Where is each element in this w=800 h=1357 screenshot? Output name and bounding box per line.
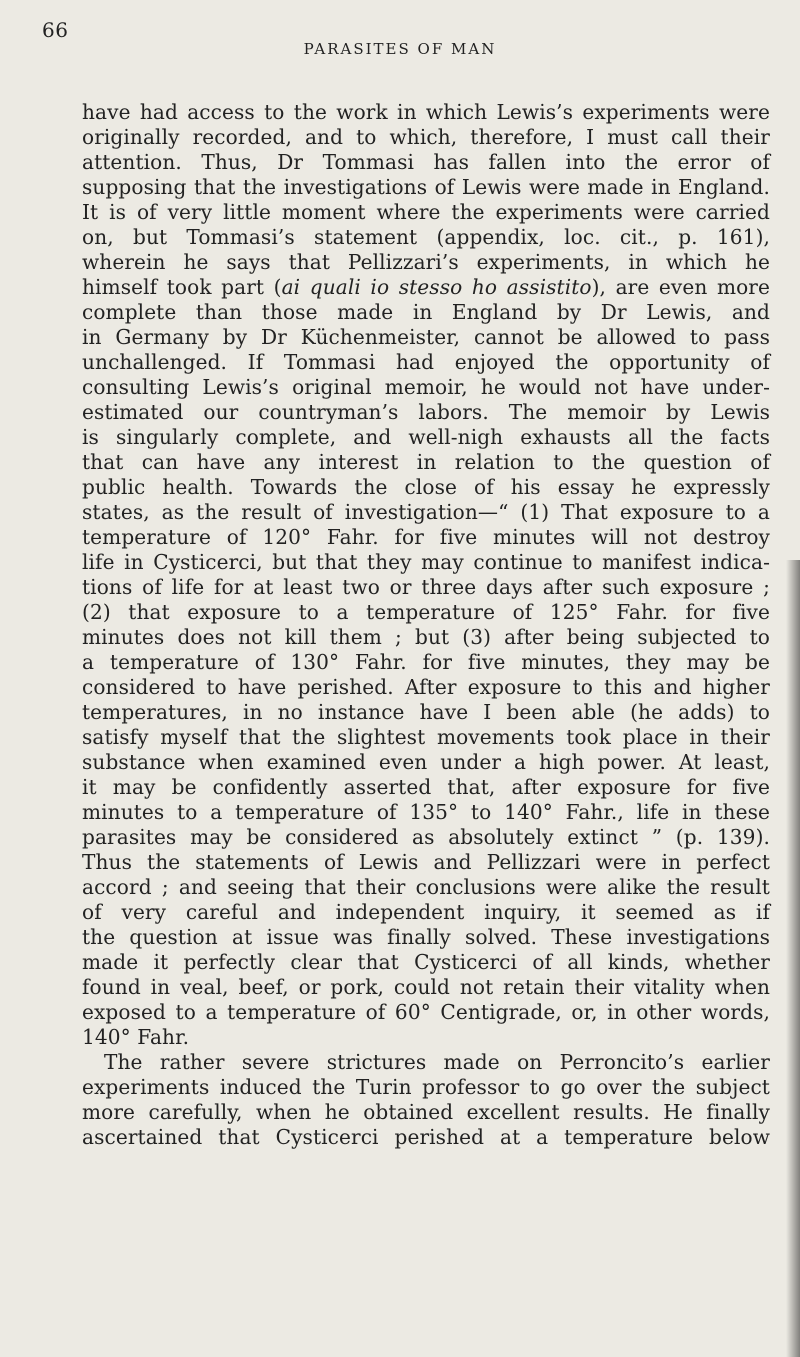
page-number: 66: [42, 18, 69, 42]
text-line: experiments induced the Turin professor to go over the subject: [82, 1075, 770, 1099]
text-line: Thus the statements of Lewis and Pellizzari were in perfect: [82, 850, 770, 874]
text-line: is singularly complete, and well-nigh exhausts all the facts: [82, 425, 770, 449]
text-line: It is of very little moment where the experiments were carried: [82, 200, 770, 224]
body-text: [82, 100, 770, 1150]
text-line: found in veal, beef, or pork, could not retain their vitality when: [82, 975, 770, 999]
text-line: ascertained that Cysticerci perished at a temperature below: [82, 1125, 770, 1149]
text-line: more carefully, when he obtained excellent results. He finally: [82, 1100, 770, 1124]
text-line: temperature of 120° Fahr. for five minutes will not destroy: [82, 525, 770, 549]
text-line: The rather severe strictures made on Perroncito’s earlier: [104, 1050, 770, 1074]
text-line: satisfy myself that the slightest movements took place in their: [82, 725, 770, 749]
text-line: considered to have perished. After exposure to this and higher: [82, 675, 770, 699]
text-line: that can have any interest in relation to the question of: [82, 450, 770, 474]
text-line: it may be confidently asserted that, after exposure for five: [82, 775, 770, 799]
text-line: estimated our countryman’s labors. The memoir by Lewis: [82, 400, 770, 424]
text-line: unchallenged. If Tommasi had enjoyed the opportunity of: [82, 350, 770, 374]
text-line: on, but Tommasi’s statement (appendix, loc. cit., p. 161),: [82, 225, 770, 249]
text-line: tions of life for at least two or three days after such exposure ;: [82, 575, 770, 599]
page-edge-shadow: [786, 560, 800, 1357]
text-line: himself took part (ai quali io stesso ho assistito), are even more: [82, 275, 770, 299]
text-line: complete than those made in England by Dr Lewis, and: [82, 300, 770, 324]
text-line: have had access to the work in which Lewis’s experiments were: [82, 100, 770, 124]
text-line: (2) that exposure to a temperature of 125° Fahr. for five: [82, 600, 770, 624]
text-line: 140° Fahr.: [82, 1025, 190, 1049]
text-line: originally recorded, and to which, therefore, I must call their: [82, 125, 770, 149]
text-line: public health. Towards the close of his essay he expressly: [82, 475, 770, 499]
text-line: states, as the result of investigation—“ (1) That exposure to a: [82, 500, 770, 524]
text-line: supposing that the investigations of Lewis were made in England.: [82, 175, 770, 199]
text-line: of very careful and independent inquiry, it seemed as if: [82, 900, 770, 924]
text-line: a temperature of 130° Fahr. for five minutes, they may be: [82, 650, 770, 674]
text-line: temperatures, in no instance have I been able (he adds) to: [82, 700, 770, 724]
text-line: in Germany by Dr Küchenmeister, cannot be allowed to pass: [82, 325, 770, 349]
text-line: accord ; and seeing that their conclusions were alike the result: [82, 875, 770, 899]
text-line: attention. Thus, Dr Tommasi has fallen into the error of: [82, 150, 770, 174]
text-line: parasites may be considered as absolutely extinct ” (p. 139).: [82, 825, 770, 849]
running-head: PARASITES OF MAN: [303, 40, 497, 58]
text-line: substance when examined even under a high power. At least,: [82, 750, 770, 774]
text-line: minutes to a temperature of 135° to 140° Fahr., life in these: [82, 800, 770, 824]
text-line: minutes does not kill them ; but (3) after being subjected to: [82, 625, 770, 649]
text-line: exposed to a temperature of 60° Centigrade, or, in other words,: [82, 1000, 770, 1024]
text-line: made it perfectly clear that Cysticerci of all kinds, whether: [82, 950, 770, 974]
text-line: wherein he says that Pellizzari’s experiments, in which he: [82, 250, 770, 274]
text-line: the question at issue was finally solved. These investigations: [82, 925, 770, 949]
text-line: life in Cysticerci, but that they may continue to manifest indica-: [82, 550, 770, 574]
text-line: consulting Lewis’s original memoir, he would not have under-: [82, 375, 770, 399]
italic-phrase: ai quali io stesso ho assistito: [281, 275, 592, 299]
